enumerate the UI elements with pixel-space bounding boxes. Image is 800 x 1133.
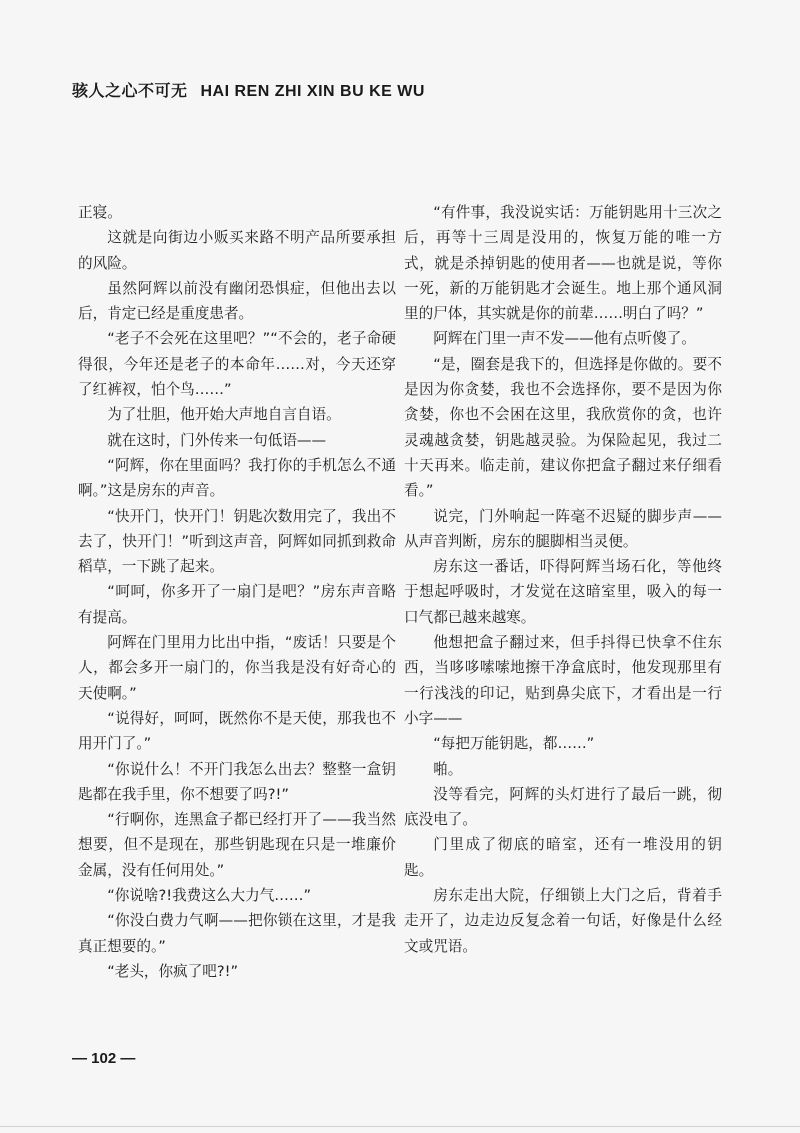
left-text-column	[78, 200, 396, 984]
paragraph: “说得好，呵呵，既然你不是天使，那我也不用开门了。”	[78, 709, 396, 753]
paragraph: “是，圈套是我下的，但选择是你做的。要不是因为你贪婪，我也不会选择你，要不是因为你贪婪，你也不会困在这里，我欣赏你的贪，也许灵魂越贪婪，钥匙越灵验。为保险起见，我过二十天再来。临走前，建议你把盒子翻过来仔细看看。”	[404, 355, 722, 500]
paragraph: 阿辉在门里用力比出中指，“废话！只要是个人，都会多开一扇门的，你当我是没有好奇心的天使啊。”	[78, 634, 396, 702]
paragraph: “你说什么！不开门我怎么出去？整整一盒钥匙都在我手里，你不想要了吗?!”	[78, 760, 396, 803]
paragraph: 这就是向街边小贩买来路不明产品所要承担的风险。	[78, 229, 396, 272]
paragraph: “你没白费力气啊——把你锁在这里，才是我真正想要的。”	[78, 912, 396, 955]
paragraph: “你说啥?!我费这么大力气……”	[107, 887, 312, 905]
paragraph: 阿辉在门里一声不发——他有点听傻了。	[433, 330, 696, 348]
paragraph: “呵呵，你多开了一扇门是吧？”房东声音略有提高。	[78, 583, 396, 626]
paragraph: “老头，你疯了吧?!”	[107, 962, 239, 980]
header-title-pinyin: HAI REN ZHI XIN BU KE WU	[200, 83, 425, 100]
paragraph: 为了壮胆，他开始大声地自言自语。	[107, 406, 341, 424]
paragraph: “老子不会死在这里吧？”“不会的，老子命硬得很，今年还是老子的本命年……对，今天还穿了红裤衩，怕个鸟……”	[78, 330, 396, 399]
running-header	[72, 78, 425, 101]
paragraph: “行啊你，连黑盒子都已经打开了——我当然想要，但不是现在，那些钥匙现在只是一堆廉价金属，没有任何用处。”	[78, 811, 396, 879]
paragraph: “快开门，快开门！钥匙次数用完了，我出不去了，快开门！”听到这声音，阿辉如同抓到救命稻草，一下跳了起来。	[78, 507, 396, 576]
paragraph: 说完，门外响起一阵毫不迟疑的脚步声——从声音判断，房东的腿脚相当灵便。	[404, 507, 722, 550]
paragraph: 正寝。	[78, 204, 122, 221]
paragraph: 啪。	[433, 760, 463, 778]
paragraph: 虽然阿辉以前没有幽闭恐惧症，但他出去以后，肯定已经是重度患者。	[78, 279, 396, 323]
paragraph: 就在这时，门外传来一句低语——	[107, 431, 327, 449]
page-bottom-divider	[0, 1126, 800, 1127]
right-text-column	[404, 200, 722, 959]
paragraph: 房东这一番话，吓得阿辉当场石化，等他终于想起呼吸时，才发觉在这暗室里，吸入的每一口气都已越来越寒。	[404, 558, 722, 626]
paragraph: 门里成了彻底的暗室，还有一堆没用的钥匙。	[404, 836, 722, 879]
paragraph: “有件事，我没说实话：万能钥匙用十三次之后，再等十三周是没用的，恢复万能的唯一方式，就是杀掉钥匙的使用者——也就是说，等你一死，新的万能钥匙才会诞生。地上那个通风洞里的尸体，其实就是你的前辈……明白了吗？”	[404, 204, 722, 323]
page-number: — 102 —	[72, 1050, 136, 1067]
paragraph: “每把万能钥匙，都……”	[433, 735, 595, 753]
paragraph: 他想把盒子翻过来，但手抖得已快拿不住东西，当哆哆嗦嗦地擦干净盒底时，他发现那里有一行浅浅的印记，贴到鼻尖底下，才看出是一行小字——	[404, 634, 722, 727]
paragraph: 房东走出大院，仔细锁上大门之后，背着手走开了，边走边反复念着一句话，好像是什么经文或咒语。	[404, 887, 722, 955]
header-title-chinese: 骇人之心不可无	[72, 81, 188, 100]
paragraph: “阿辉，你在里面吗？我打你的手机怎么不通啊。”这是房东的声音。	[78, 456, 396, 500]
paragraph: 没等看完，阿辉的头灯进行了最后一跳，彻底没电了。	[404, 785, 722, 829]
